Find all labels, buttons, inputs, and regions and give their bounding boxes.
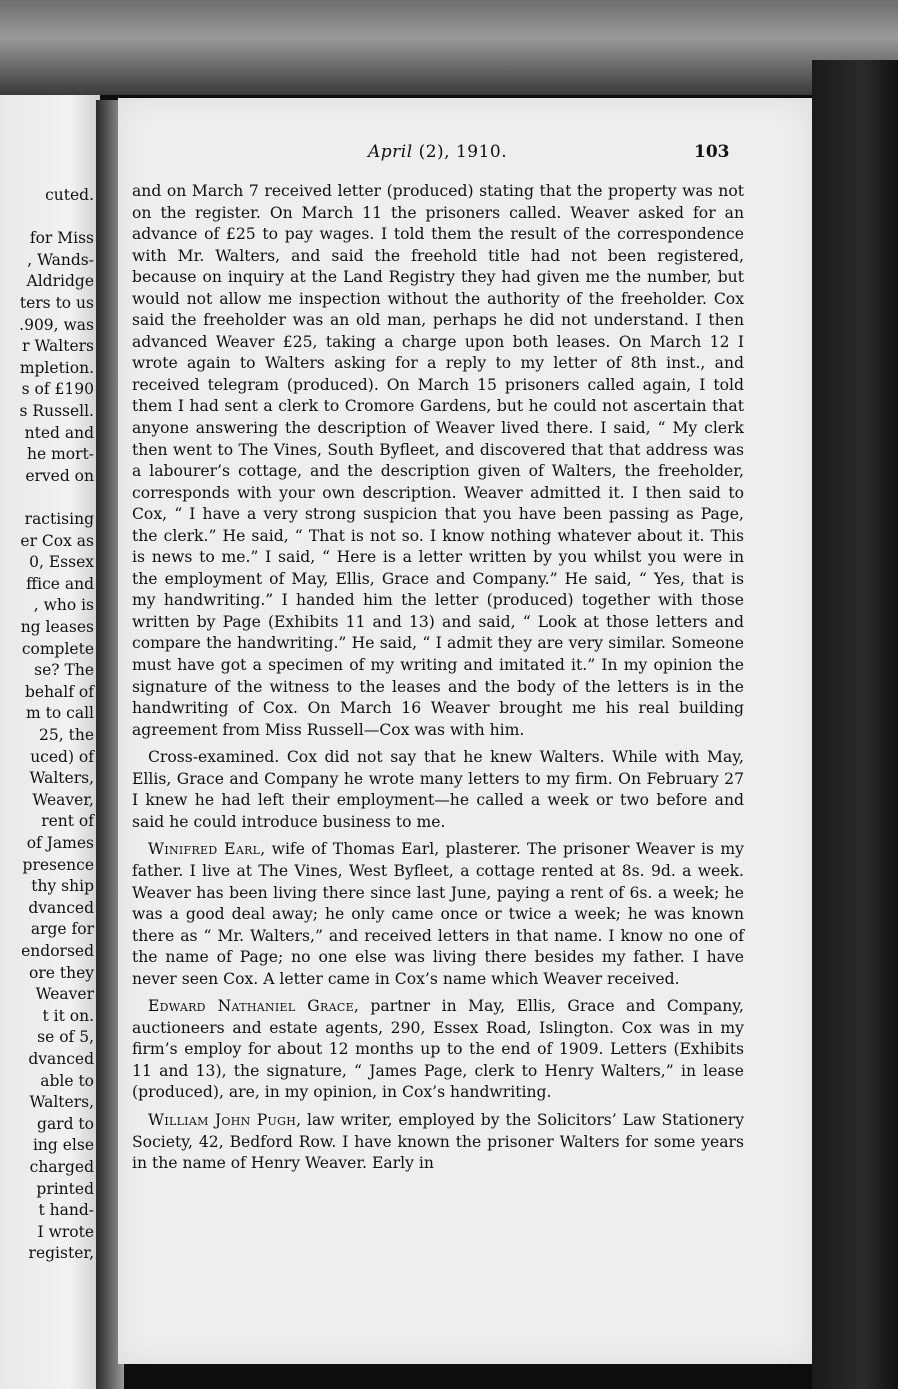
william-pugh-paragraph	[132, 1110, 744, 1175]
left-page-fragment: ffice and	[26, 574, 94, 593]
left-page-fragment: ing else	[32, 1136, 94, 1155]
left-page-fragment: rent of	[41, 812, 94, 831]
left-page-fragment: Walters,	[29, 1093, 94, 1112]
left-page-fragment: arge for	[30, 920, 94, 939]
left-page-fragment: se of 5,	[37, 1028, 94, 1047]
left-page-fragment: m to call	[26, 704, 94, 723]
testimony-text: , wife of Thomas Earl, plasterer. The prisoner Weaver is my father. I live at The Vines, West Byfleet, a cottage rented at 8s. 9d. a week. Weaver has been living there since last June, paying a rent of 6s. a week; he was a good deal away; he only came once or twice a week; he was known there as “ Mr. Walters,” and received letters in that name. I know no one of the name of Page; no one else was living there besides my father. I have never seen Cox. A letter came in Cox’s name which Weaver received.	[132, 840, 744, 988]
left-page-fragment: able to	[40, 1071, 94, 1090]
left-page-fragment: gard to	[37, 1114, 94, 1133]
left-page-fragment: t hand-	[38, 1201, 94, 1220]
running-title-month: April	[368, 142, 413, 162]
edward-grace-paragraph	[132, 996, 744, 1104]
left-page-fragment: Aldridge	[26, 272, 94, 291]
left-page-fragment: s Russell.	[19, 402, 94, 420]
left-page-fragment: dvanced	[28, 1050, 94, 1068]
left-page-fragment: .909, was	[19, 315, 94, 334]
left-page-fragment: erved on	[25, 466, 94, 485]
left-page-fragment: t it on.	[42, 1006, 94, 1025]
testimony-text: , law writer, employed by the Solicitors’ Law Stationery Society, 42, Bedford Row. I have known the prisoner Walters for some years in the name of Henry Weaver. Early in	[132, 1110, 744, 1173]
left-page-fragment: dvanced	[28, 898, 94, 917]
left-page-fragment: thy ship	[31, 877, 94, 896]
left-page-fragment: mpletion.	[19, 358, 94, 377]
left-page-fragment: of James	[26, 834, 94, 852]
left-page-edge	[0, 95, 100, 1389]
continuation-paragraph: and on March 7 received letter (produced) stating that the property was not on the register. On March 11 the prisoners called. Weaver asked for an advance of £25 to pay wages. I told them the result of the correspondence with Mr. Walters, and said the freehold title had not been registered, because on inquiry at the Land Registry they had given me the number, but would not allow me inspection without the authority of the freeholder. Cox said the freeholder was an old man, perhaps he did not understand. I then advanced Weaver £25, taking a charge upon both leases. On March 12 I wrote again to Walters asking for a reply to my letter of 8th inst., and received telegram (produced). On March 15 prisoners called again, I told them I had sent a clerk to Cromore Gardens, but he could not ascertain that anyone answering the description of Weaver lived there. I said, “ My clerk then went to The Vines, South Byfleet, and discovered that that address was a labourer’s cottage, and the description given of Walters, the freeholder, corresponds with your own description. Weaver admitted it. I then said to Cox, “ I have a very strong suspicion that you have been passing as Page, the clerk.” He said, “ That is not so. I know nothing whatever about it. This is news to me.” I said, “ Here is a letter written by you whilst you were in the employment of May, Ellis, Grace and Company.” He said, “ Yes, that is my handwriting.” I handed him the letter (produced) together with those written by Page (Exhibits 11 and 13) and said, “ Look at those letters and compare the handwriting.” He said, “ I admit they are very similar. Someone must have got a specimen of my writing and imitated it.” In my opinion the signature of the witness to the leases and the body of the letters is in the handwriting of Cox. On March 16 Weaver brought me his real building agreement from Miss Russell—Cox was with him.	[132, 182, 744, 739]
left-page-fragment: Weaver,	[32, 790, 94, 809]
winifred-earl-paragraph	[132, 839, 744, 990]
testimony-text: , partner in May, Ellis, Grace and Company, auctioneers and estate agents, 290, Essex Road, Islington. Cox was in my firm’s employ for about 12 months up to the end of 1909. Letters (Exhibits 11 and 13), the signature, “ James Page, clerk to Henry Walters,” in lease (produced), are, in my opinion, in Cox’s handwriting.	[132, 997, 744, 1102]
left-page-fragment: cuted.	[45, 186, 94, 204]
page-number: 103	[694, 142, 730, 162]
witness-name: Winifred Earl	[148, 840, 261, 859]
cross-examined-paragraph: Cross-examined. Cox did not say that he knew Walters. While with May, Ellis, Grace and Company he wrote many letters to my firm. On February 27 I knew he had left their employment—he called a week or two before and said he could introduce business to me.	[132, 748, 744, 831]
left-page-fragment: uced) of	[30, 747, 94, 766]
left-page-fragment: er Cox as	[20, 531, 94, 550]
left-page-fragment: for Miss	[29, 229, 94, 248]
left-page-fragment: r Walters	[22, 337, 94, 356]
left-page-fragment: endorsed	[21, 942, 94, 960]
left-page-fragment: 25, the	[39, 726, 94, 744]
left-page-fragment: , who is	[33, 596, 94, 615]
running-title-date: (2), 1910.	[412, 142, 508, 162]
left-page-fragment: ore they	[29, 963, 94, 982]
left-page-fragment: ng leases	[20, 618, 94, 636]
left-page-fragment: presence	[22, 855, 94, 874]
witness-name: William John Pugh	[148, 1110, 297, 1129]
witness-name: Edward Nathaniel Grace	[148, 997, 354, 1016]
running-header	[118, 142, 812, 166]
left-page-fragment: printed	[36, 1179, 94, 1198]
left-page-fragment: I wrote	[37, 1222, 94, 1241]
left-page-fragment: nted and	[24, 423, 94, 442]
background-right	[812, 60, 898, 1389]
left-page-fragment: se? The	[34, 661, 94, 680]
left-page-fragment: complete	[21, 639, 94, 658]
left-page-fragment: ters to us	[19, 294, 94, 312]
left-page-fragment: Weaver	[35, 985, 94, 1004]
left-page-fragment: s of £190	[21, 380, 94, 399]
left-page-fragment: he mort-	[27, 445, 94, 464]
left-page-fragment: register,	[28, 1244, 94, 1263]
left-page-fragment: ractising	[24, 510, 94, 528]
left-page-fragment: behalf of	[24, 682, 94, 701]
left-page-fragment: charged	[29, 1158, 94, 1176]
background-top	[0, 0, 898, 95]
left-page-fragment: , Wands-	[27, 250, 94, 269]
left-page-fragment: 0, Essex	[29, 553, 94, 572]
running-title	[368, 142, 507, 162]
body-text	[132, 181, 744, 1175]
left-page-fragment: Walters,	[29, 769, 94, 788]
